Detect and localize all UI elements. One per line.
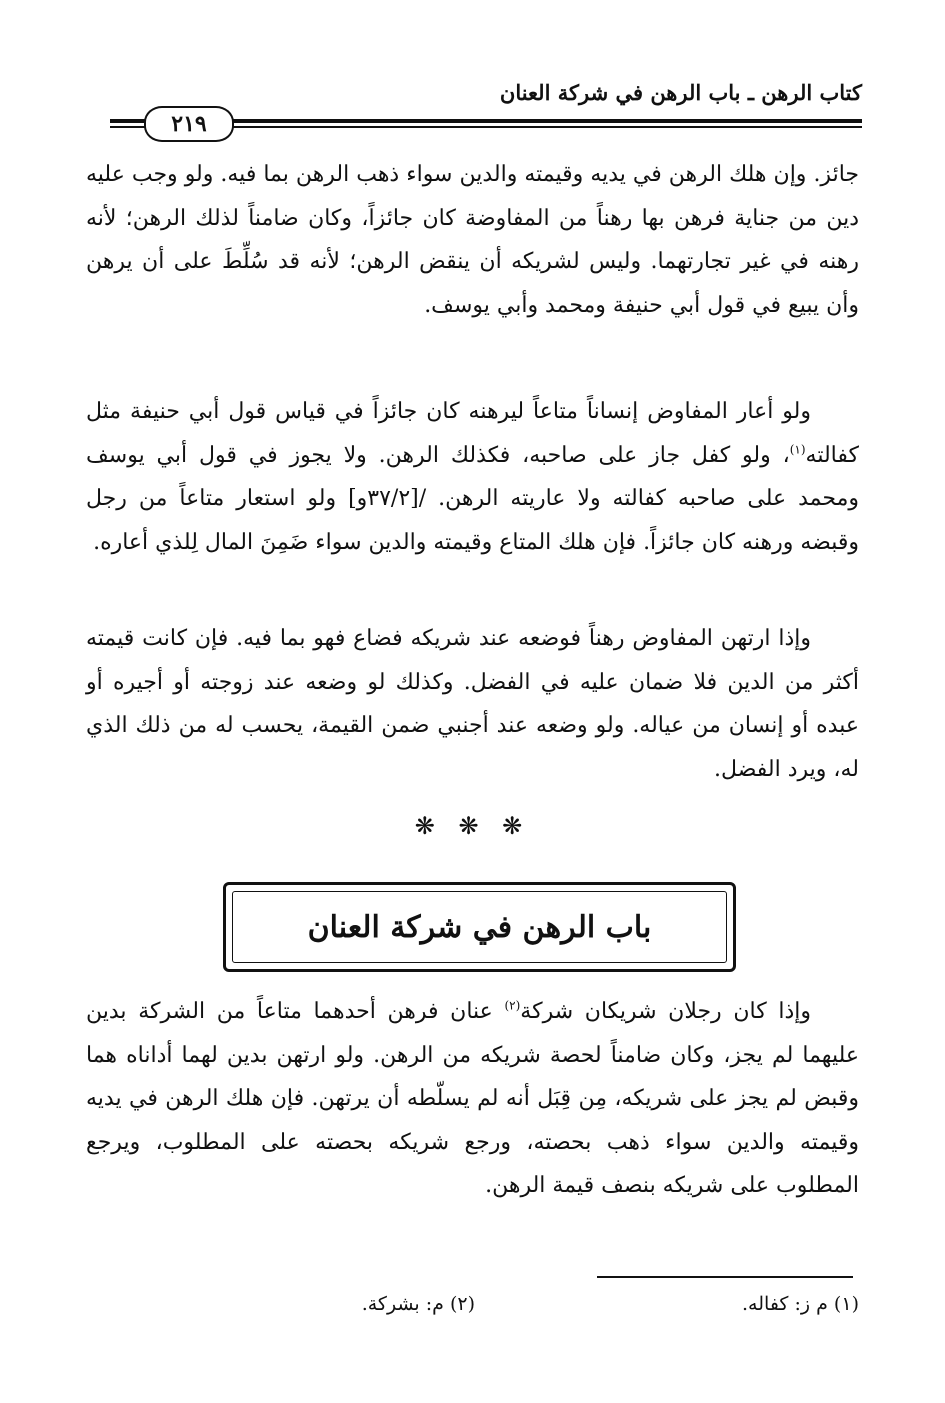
footnote-1: (١) م ز: كفاله. — [742, 1293, 859, 1315]
paragraph-4 — [86, 990, 859, 1208]
footnote-2: (٢) م: بشركة. — [361, 1293, 475, 1315]
paragraph-2-end: ، ولو كفل جاز على صاحبه، فكذلك الرهن. ولا يجوز في قول أبي يوسف ومحمد على صاحبه كفالته ولا عاريته الرهن. /[٣٧/٢و] ولو استعار متاعاً من رجل وقبضه ورهنه كان جائزاً. فإن هلك المتاع وقيمته والدين سواء ضَمِنَ المال لِلذي أعاره. — [86, 442, 859, 555]
section-ornament: ❋ ❋ ❋ — [414, 812, 531, 840]
chapter-title: باب الرهن في شركة العنان — [307, 909, 652, 945]
chapter-title-frame-inner — [232, 891, 727, 963]
footnote-separator — [597, 1276, 853, 1278]
paragraph-1: جائز. وإن هلك الرهن في يديه وقيمته والدين سواء ذهب الرهن بما فيه. ولو وجب عليه دين من جناية فرهن بها رهناً من المفاوضة كان جائزاً، وكان ضامناً لذلك الرهن؛ لأنه رهنه في غير تجارتهما. وليس لشريكه أن ينقض الرهن؛ لأنه قد سُلِّطَ على أن يرهن وأن يبيع في قول أبي حنيفة ومحمد وأبي يوسف. — [86, 162, 859, 318]
paragraph-4-start: وإذا كان رجلان شريكان شركة — [520, 999, 811, 1024]
running-header: كتاب الرهن ـ باب الرهن في شركة العنان — [499, 80, 862, 105]
paragraph-3: وإذا ارتهن المفاوض رهناً فوضعه عند شريكه فضاع فهو بما فيه. فإن كانت قيمته أكثر من الدين فلا ضمان عليه في الفضل. وكذلك لو وضعه عند زوجته أو أجيره أو عبده أو إنسان من عياله. ولو وضعه عند أجنبي ضمن القيمة، يحسب له من ذلك الذي له، ويرد الفضل. — [86, 626, 859, 782]
footnote-marker-2[interactable]: (٢) — [504, 998, 521, 1013]
paragraph-2 — [86, 390, 859, 564]
paragraph-2-start: ولو أعار المفاوض إنساناً متاعاً ليرهنه كان جائزاً في قياس قول أبي حنيفة مثل كفالته — [86, 399, 859, 468]
footnote-marker-1[interactable]: (١) — [789, 442, 806, 457]
chapter-title-frame — [223, 882, 736, 972]
page-number: ٢١٩ — [144, 106, 234, 142]
paragraph-4-end: عنان فرهن أحدهما متاعاً من الشركة بدين عليهما لم يجز، وكان ضامناً لحصة شريكه من الرهن. ولو ارتهن بدين لهما أداناه هما وقبض لم يجز على شريكه، مِن قِبَل أنه لم يسلّطه أن يرتهن. فإن هلك الرهن في يديه وقيمته والدين سواء ذهب بحصته، ورجع شريكه بحصته على المطلوب، ويرجع المطلوب على شريكه بنصف قيمة الرهن. — [86, 999, 859, 1198]
